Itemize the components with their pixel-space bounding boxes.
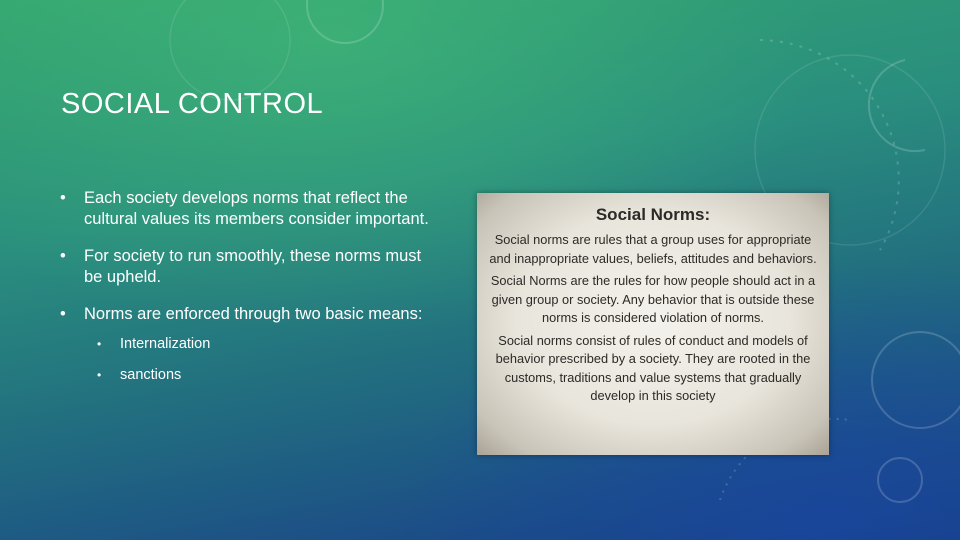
deco-circle — [170, 0, 290, 100]
bullet-text: For society to run smoothly, these norms must be upheld. — [84, 247, 422, 286]
bullet-icon: • — [60, 305, 66, 323]
social-norms-image — [477, 193, 829, 455]
deco-circle — [307, 0, 383, 43]
sub-bullet-list — [84, 335, 432, 384]
bullet-text: Each society develops norms that reflect the cultural values its members consider important. — [84, 189, 429, 228]
bullet-item — [60, 246, 432, 288]
image-paragraph: Social norms are rules that a group uses for appropriate and inappropriate values, beliefs, attitudes and behaviors. — [489, 232, 817, 266]
deco-circle — [872, 332, 960, 428]
deco-circle — [878, 458, 922, 502]
bullet-list — [60, 188, 432, 400]
image-paragraph: Social Norms are the rules for how people should act in a given group or society. Any behavior that is outside these norms is considered violation of norms. — [490, 273, 816, 325]
sub-bullet-item — [84, 335, 432, 353]
sub-bullet-item — [84, 366, 432, 384]
bullet-icon: • — [60, 247, 66, 265]
bullet-icon: • — [60, 189, 66, 207]
sub-bullet-text: Internalization — [120, 336, 211, 352]
sub-bullet-text: sanctions — [120, 367, 182, 383]
bullet-item — [60, 188, 432, 230]
bullet-text: Norms are enforced through two basic means: — [84, 305, 423, 323]
bullet-icon: • — [97, 337, 102, 351]
slide-title: SOCIAL CONTROL — [61, 88, 324, 120]
bullet-icon: • — [97, 368, 102, 382]
bullet-item — [60, 304, 432, 384]
deco-arc — [869, 60, 925, 151]
image-heading: Social Norms: — [595, 205, 711, 224]
image-paragraph: Social norms consist of rules of conduct and models of behavior prescribed by a society. They are rooted in the customs, traditions and value systems that gradually develop in this society — [495, 332, 811, 403]
